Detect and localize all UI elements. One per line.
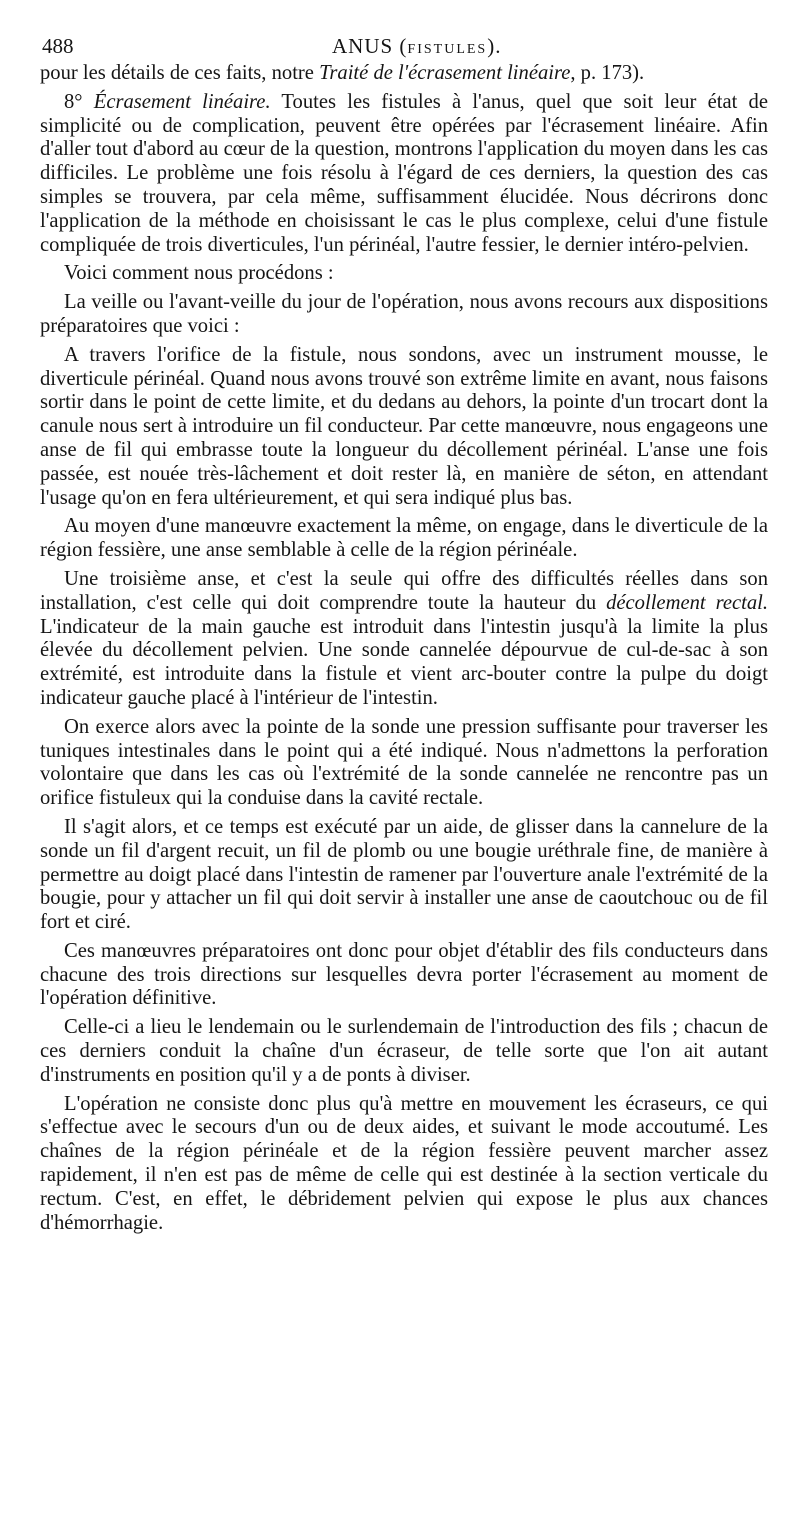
running-header <box>40 26 768 58</box>
running-title-close: ). <box>487 34 502 58</box>
running-title-small: FISTULES <box>407 42 488 57</box>
paragraph <box>40 940 768 1011</box>
page-body-text <box>40 62 768 1235</box>
paragraph <box>40 262 768 286</box>
text-run: Celle-ci a lieu le lendemain ou le surlendemain de l'introduction des fils ; chacun de ces derniers conduit la chaîne d'un écraseur, de telle sorte que l'on ait autant d'instruments en position qu'il y a de ponts à diviser. <box>40 1016 768 1086</box>
text-run: Voici comment nous procédons : <box>64 262 334 285</box>
running-title <box>332 34 501 59</box>
paragraph <box>40 91 768 258</box>
paragraph <box>40 568 768 711</box>
text-run: L'opération ne consiste donc plus qu'à mettre en mouvement les écraseurs, ce qui s'effectue avec le secours d'un ou de deux aides, et suivant le mode accoutumé. Les chaînes de la région périnéale et de la région fessière peuvent marcher assez rapidement, il n'en est pas de même de celle qui est destinée à la section verticale du rectum. C'est, en effet, le débridement pelvien qui expose le plus aux chances d'hémorrhagie. <box>40 1092 768 1234</box>
text-run: Il s'agit alors, et ce temps est exécuté par un aide, de glisser dans la cannelure de la sonde un fil d'argent recuit, un fil de plomb ou une bougie uréthrale fine, de manière à permettre au doigt placé dans l'intestin de ramener par l'ouverture anale l'extrémité de la bougie, pour y attacher un fil qui doit servir à installer une anse de caoutchouc ou de fil fort et ciré. <box>40 815 768 934</box>
paragraph <box>40 716 768 811</box>
text-run: 8° <box>64 90 94 113</box>
text-run: A travers l'orifice de la fistule, nous sondons, avec un instrument mousse, le diverticule périnéal. Quand nous avons trouvé son extrême limite en avant, nous faisons sortir dans le point de cette limite, et du dedans au dehors, la pointe d'un trocart dont la canule nous sert à introduire un fil conducteur. Par cette manœuvre, nous engageons une anse de fil qui embrasse toute la longueur du décollement périnéal. L'anse une fois passée, est nouée très-lâchement et doit rester là, en manière de séton, en attendant l'usage qu'on en fera ultérieurement, et qui sera indiqué plus bas. <box>40 343 768 509</box>
text-run: , p. 173). <box>570 62 645 84</box>
paragraph <box>40 291 768 339</box>
italic-text: décollement rectal. <box>606 591 768 614</box>
paragraph <box>40 62 768 86</box>
italic-text: Écrasement linéaire. <box>93 90 271 113</box>
running-title-main: ANUS ( <box>332 34 408 58</box>
text-run: pour les détails de ces faits, notre <box>40 62 320 84</box>
text-run: Ces manœuvres préparatoires ont donc pour objet d'établir des fils conducteurs dans chacune des trois directions sur lesquelles devra porter l'écrasement au moment de l'opération définitive. <box>40 939 768 1010</box>
text-run: Une troisième anse, et c'est la seule qui offre des difficultés réelles dans son installation, c'est celle qui doit comprendre toute la hauteur du <box>40 567 768 614</box>
text-run: Au moyen d'une manœuvre exactement la même, on engage, dans le diverticule de la région fessière, une anse semblable à celle de la région périnéale. <box>40 515 768 562</box>
paragraph <box>40 1093 768 1236</box>
paragraph <box>40 515 768 563</box>
text-run: L'indicateur de la main gauche est introduit dans l'intestin jusqu'à la limite la plus élevée du décollement pelvien. Une sonde cannelée dépourvue de cul-de-sac à son extrémité, est introduite dans la fistule et vient arc-bouter contre la pulpe du doigt indicateur gauche placé à l'intérieur de l'intestin. <box>40 615 768 709</box>
text-run: On exerce alors avec la pointe de la sonde une pression suffisante pour traverser les tuniques intestinales dans le point qui a été indiqué. Nous n'admettons la perforation volontaire que dans les cas où l'extrémité de la sonde cannelée ne rencontre pas un orifice fistuleux qui la conduise dans la cavité rectale. <box>40 715 768 810</box>
italic-text: Traité de l'écrasement linéaire <box>319 62 571 84</box>
text-run: Toutes les fistules à l'anus, quel que soit leur état de simplicité ou de complication, peuvent être opérées par l'écrasement linéaire. Afin d'aller tout d'abord au cœur de la question, montrons l'application du moyen dans les cas difficiles. Le problème une fois résolu à l'égard de ces derniers, la question des cas simples se trouvera, par cela même, suffisamment élucidée. Nous décrirons donc l'application de la méthode en choisissant le cas le plus complexe, celui d'une fistule compliquée de trois diverticules, l'un périnéal, l'autre fessier, le dernier intéro-pelvien. <box>40 90 768 256</box>
book-page <box>40 26 768 1235</box>
page-number: 488 <box>42 34 74 58</box>
paragraph <box>40 816 768 935</box>
paragraph <box>40 344 768 511</box>
text-run: La veille ou l'avant-veille du jour de l'opération, nous avons recours aux dispositions préparatoires que voici : <box>40 291 768 337</box>
paragraph <box>40 1016 768 1087</box>
